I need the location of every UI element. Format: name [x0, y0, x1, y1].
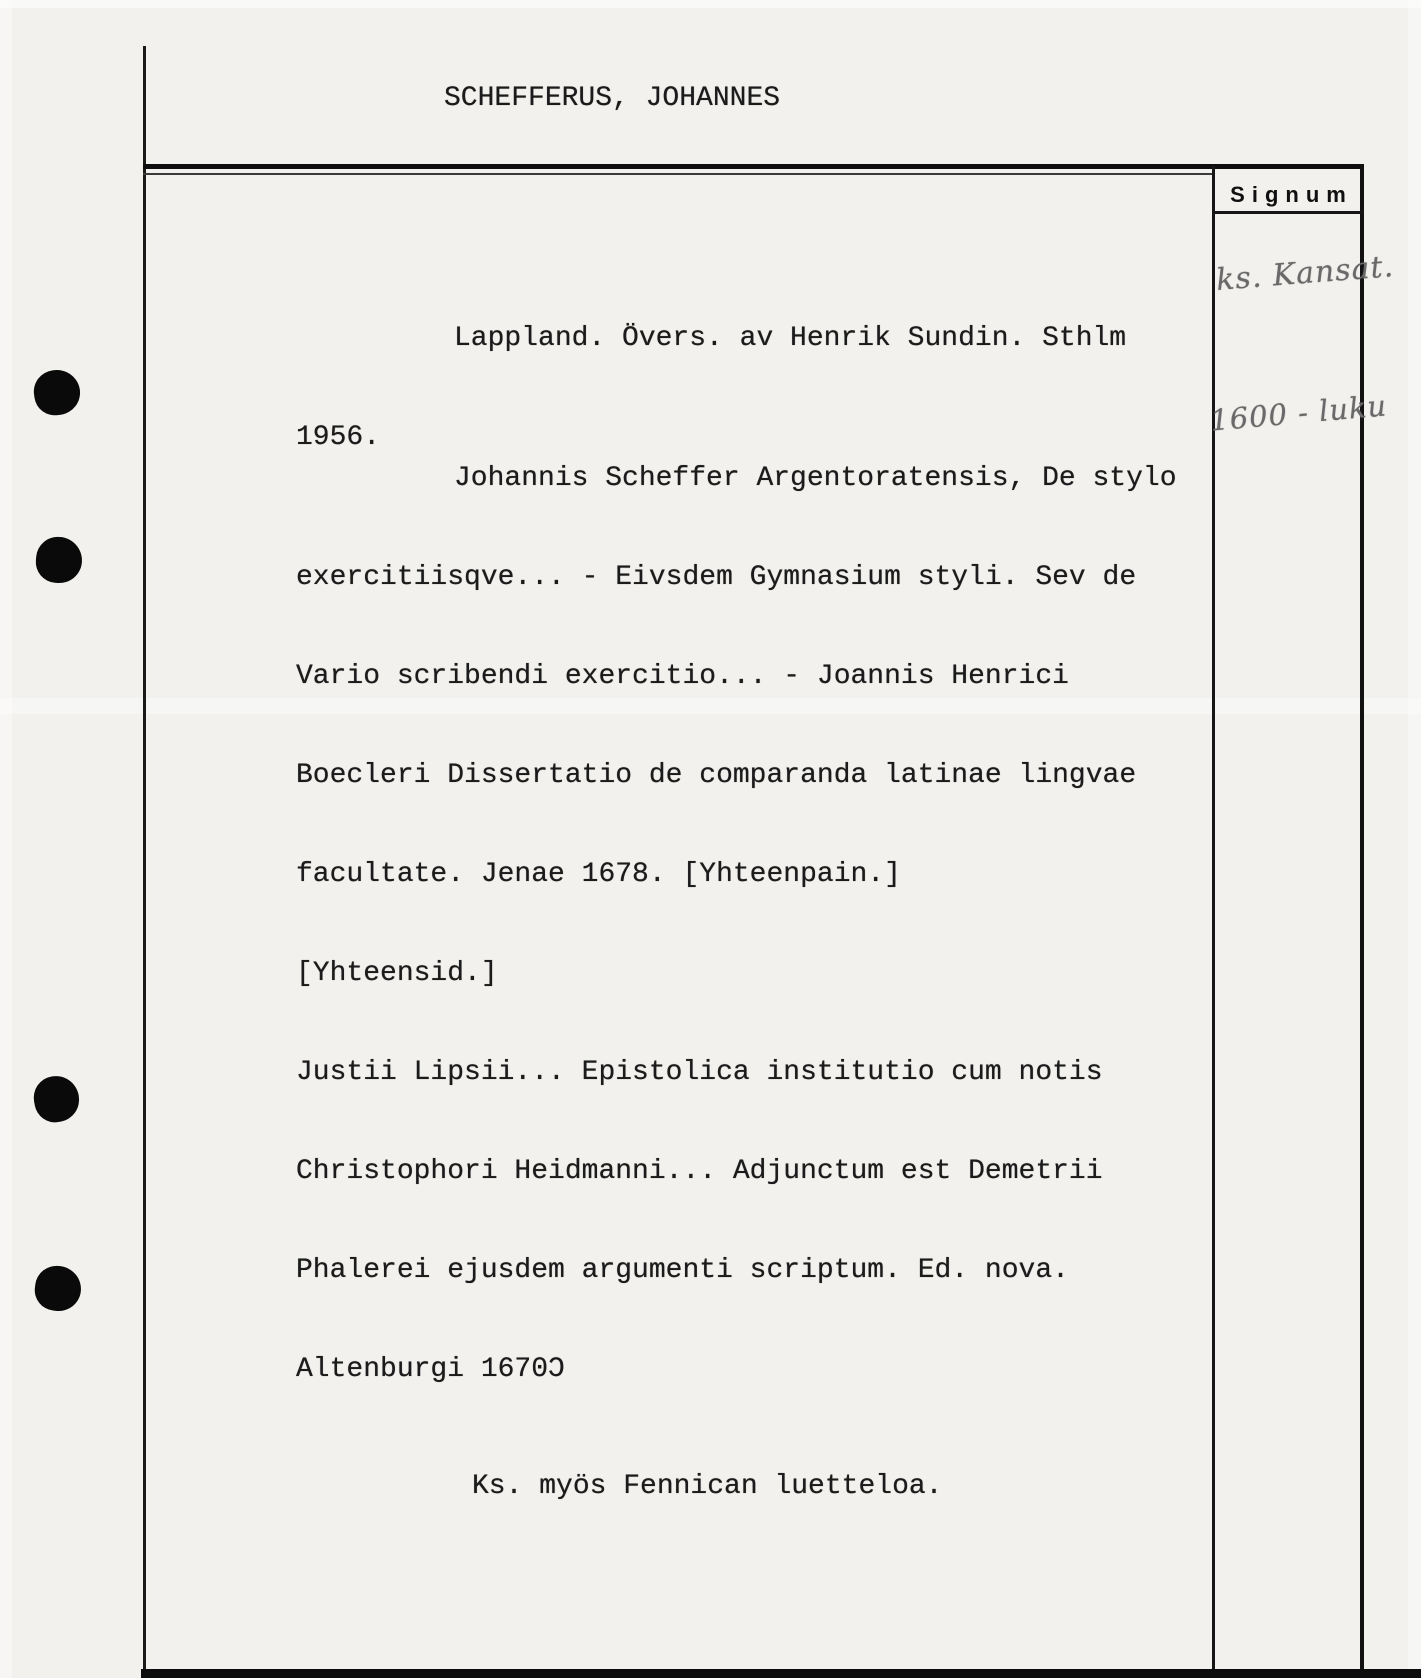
- punch-hole: [30, 1072, 82, 1125]
- signum-column-left-rule: [1212, 166, 1215, 1678]
- left-margin-rule: [143, 46, 146, 1678]
- entry-line: exercitiisqve... - Eivsdem Gymnasium styli. Sev de: [296, 562, 1137, 593]
- punch-hole: [32, 1263, 83, 1313]
- entry-line: Phalerei ejusdem argumenti scriptum. Ed. nova.: [296, 1255, 1069, 1286]
- entry-line: Vario scribendi exercitio... - Joannis Henrici: [296, 661, 1069, 692]
- signum-column-header: Signum: [1230, 182, 1353, 207]
- entry-line: Lappland. Övers. av Henrik Sundin. Sthlm: [454, 323, 1127, 354]
- handwritten-signum-note: 1600 - luku: [1208, 388, 1389, 438]
- catalog-entry: [296, 396, 1177, 1452]
- header-rule-thin: [143, 173, 1213, 175]
- cross-reference-note: Ks. myös Fennican luetteloa.: [472, 1471, 943, 1502]
- scan-artifact-left-strip: [0, 0, 12, 1678]
- handwritten-signum-note: ks. Kansat.: [1214, 249, 1396, 298]
- entry-line: Altenburgi 1670Ɔ: [296, 1354, 565, 1385]
- entry-line: Christophori Heidmanni... Adjunctum est Demetrii: [296, 1156, 1103, 1187]
- entry-line: Johannis Scheffer Argentoratensis, De stylo: [454, 463, 1177, 494]
- card-heading: SCHEFFERUS, JOHANNES: [444, 83, 781, 114]
- entry-line: 1956.: [296, 422, 381, 453]
- punch-hole: [34, 535, 84, 585]
- header-rule-thick: [143, 164, 1364, 169]
- scan-artifact-top-strip: [0, 0, 1421, 8]
- scan-artifact-right-strip: [1408, 0, 1421, 1678]
- punch-hole: [31, 367, 83, 418]
- entry-line: Justii Lipsii... Epistolica institutio cum notis: [296, 1057, 1103, 1088]
- scan-bottom-edge-band: [141, 1669, 1421, 1678]
- entry-line: facultate. Jenae 1678. [Yhteenpain.]: [296, 859, 901, 890]
- signum-header-bottom-rule: [1212, 211, 1364, 214]
- entry-line: Boecleri Dissertatio de comparanda latinae lingvae: [296, 760, 1137, 791]
- entry-line: [Yhteensid.]: [296, 958, 498, 989]
